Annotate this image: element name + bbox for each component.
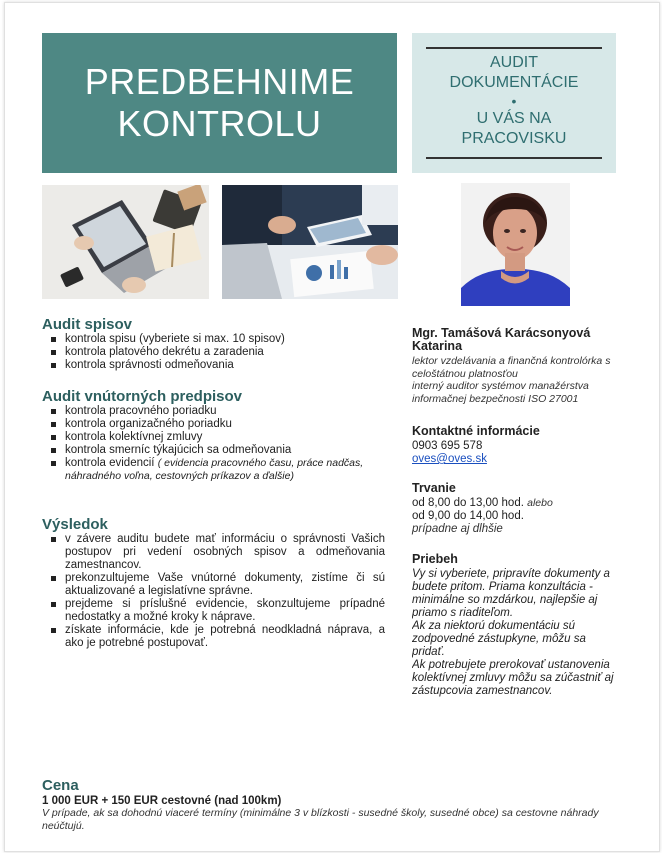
audit-predpisov-heading: Audit vnútorných predpisov: [42, 388, 243, 405]
trvanie-line1: [412, 497, 618, 510]
hero-banner: [42, 33, 397, 173]
priebeh-heading: Priebeh: [412, 552, 458, 566]
contact-email-link[interactable]: oves@oves.sk: [412, 453, 487, 465]
list-item: získate informácie, kde je potrebná neodkladná náprava, a ako je potrebné postupovať.: [42, 624, 385, 650]
priebeh-line: Vy si vyberiete, pripravíte dokumenty a: [412, 568, 610, 580]
list-item: kontrola správnosti odmeňovania: [42, 359, 382, 372]
badge-top-rule: [426, 47, 602, 49]
list-item: kontrola smerníc týkajúcich sa odmeňovania: [42, 444, 382, 457]
business-meeting-photo: [222, 185, 398, 299]
trvanie-time1: od 8,00 do 13,00 hod.: [412, 497, 524, 509]
contact-block: [412, 425, 618, 466]
priebeh-line: budete pritom. Priama konzultácia -: [412, 581, 593, 593]
evidencie-note: ( evidencia pracovného času, práce nadčas, náhradného voľna, cestovných príkazov a ďalšie): [65, 457, 364, 482]
portrait-photo: [461, 183, 570, 306]
badge-line3: U VÁS NA: [476, 110, 552, 127]
trvanie-line3: prípadne aj dlhšie: [412, 523, 503, 535]
cena-price: 1 000 EUR + 150 EUR cestovné (nad 100km): [42, 795, 282, 807]
badge-line4: PRACOVISKU: [461, 130, 567, 147]
list-item: kontrola kolektívnej zmluvy: [42, 431, 382, 444]
person-name: Mgr. Tamášová Karácsonyová Katarina: [412, 326, 591, 353]
person-block: [412, 327, 618, 405]
priebeh-line: minimálne so mzdárkou, najlepšie aj: [412, 594, 598, 606]
vysledok-list: [42, 533, 385, 650]
person-role1: lektor vzdelávania a finančná kontrolórka s celoštátnou platnosťou: [412, 355, 611, 380]
contact-heading: Kontaktné informácie: [412, 424, 540, 438]
list-item: kontrola pracovného poriadku: [42, 405, 382, 418]
priebeh-line: kolektívnej zmluvy môžu sa zúčastniť aj: [412, 672, 614, 684]
priebeh-line: zodpovedné zástupkyne, môžu sa: [412, 633, 586, 645]
cena-heading: Cena: [42, 777, 79, 794]
trvanie-alebo: alebo: [527, 497, 553, 509]
list-item: kontrola platového dekrétu a zaradenia: [42, 346, 382, 359]
evidencie-label: kontrola evidencií: [65, 457, 155, 469]
laptop-books-photo: [42, 185, 209, 299]
audit-predpisov-list: [42, 405, 382, 483]
list-item: [42, 457, 382, 483]
trvanie-block: [412, 482, 618, 536]
list-item: prekonzultujeme Vaše vnútorné dokumenty, zistíme či sú aktualizované a legislatívne správne.: [42, 572, 385, 598]
priebeh-line: Ak za niektorú dokumentáciu sú: [412, 620, 576, 632]
priebeh-line: Ak potrebujete prerokovať ustanovenia: [412, 659, 610, 671]
badge-line1: AUDIT: [490, 54, 538, 71]
contact-phone: 0903 695 578: [412, 440, 483, 452]
badge-line2: DOKUMENTÁCIE: [449, 74, 579, 91]
trvanie-line2: od 9,00 do 14,00 hod.: [412, 510, 524, 522]
hero-title-line1: PREDBEHNIME: [84, 61, 355, 102]
audit-spisov-list: [42, 333, 382, 372]
priebeh-line: pridať.: [412, 646, 445, 658]
badge-bullet: •: [511, 93, 517, 109]
hero-title-line2: KONTROLU: [117, 103, 322, 144]
person-role2: interný auditor systémov manažérstva informačnej bezpečnosti ISO 27001: [412, 380, 589, 405]
trvanie-heading: Trvanie: [412, 481, 456, 495]
audit-spisov-heading: Audit spisov: [42, 316, 133, 333]
priebeh-line: priamo s riaditeľom.: [412, 607, 514, 619]
priebeh-block: [412, 553, 618, 698]
vysledok-heading: Výsledok: [42, 516, 108, 533]
cena-note: V prípade, ak sa dohodnú viaceré termíny (minimálne 3 v blízkosti - susedné školy, susedné obce) sa cestovne náhrady neúčtujú.: [42, 807, 599, 832]
list-item: kontrola organizačného poriadku: [42, 418, 382, 431]
cena-block: [42, 777, 622, 832]
audit-badge: [412, 33, 616, 173]
list-item: v závere auditu budete mať informáciu o správnosti Vašich postupov pri vedení osobných spisov a odmeňovania zamestnancov.: [42, 533, 385, 572]
badge-bottom-rule: [426, 157, 602, 159]
list-item: kontrola spisu (vyberiete si max. 10 spisov): [42, 333, 382, 346]
priebeh-line: zástupcovia zamestnancov.: [412, 685, 553, 697]
list-item: prejdeme si príslušné evidencie, skonzultujeme prípadné nedostatky a možné kroky k náprave.: [42, 598, 385, 624]
